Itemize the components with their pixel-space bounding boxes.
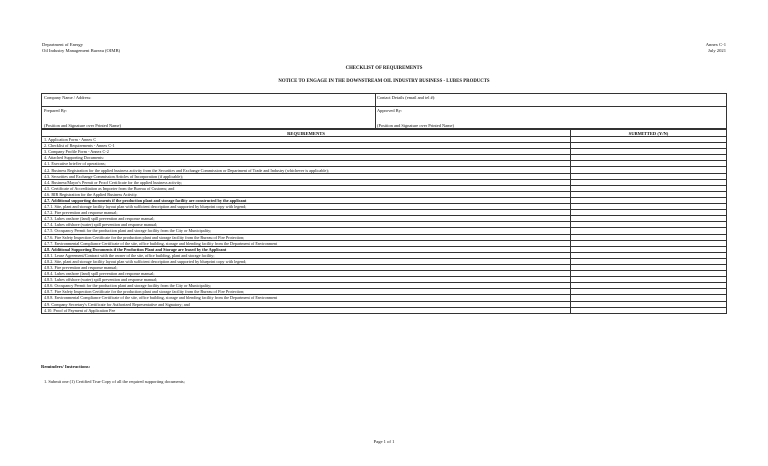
requirement-cell: 4.8.6. Occupancy Permit for the production plant and storage facility from the City or Municipality; [42, 283, 571, 289]
requirements-column-header: REQUIREMENTS [42, 130, 571, 137]
requirement-cell: 4.7.5. Occupancy Permit for the production plant and storage facility from the City or Municipality; [42, 228, 571, 234]
requirement-cell: 4.7. Additional supporting documents if the production plant and storage facility are constructed by the applicant [42, 197, 571, 203]
page-number: Page 1 of 1 [373, 439, 395, 444]
requirement-cell: 4.8. Additional Supporting Documents if the Production Plant and Storage are leased by the Applicant [42, 246, 571, 252]
requirement-cell: 4.5. Certificate of Accreditation as Importer from the Bureau of Customs; and [42, 185, 571, 191]
requirement-cell: 4.1. Executive brief/er of operations; [42, 161, 571, 167]
requirement-cell: 4.8.4. Lubes onshore (land) spill prevention and response manual; [42, 271, 571, 277]
requirement-cell: 4.8.3. Fire prevention and response manual; [42, 264, 571, 270]
requirement-cell: 4.6. BIR Registration for the Applied Business Activity. [42, 191, 571, 197]
requirement-cell: 4.7.3. Lubes onshore (land) spill prevention and response manual; [42, 216, 571, 222]
document-date: July 2021 [708, 48, 726, 53]
requirement-cell: 1. Application Form - Annex C [42, 137, 571, 143]
approved-label: Approved By: [377, 108, 402, 113]
requirement-cell: 4.3. Securities and Exchange Commission Articles of Incorporation (if applicable); [42, 173, 571, 179]
instruction-item: 1. Submit one (1) Certified True Copy of all the required supporting documents; [44, 379, 185, 384]
requirement-cell: 4.7.7. Environmental Compliance Certificate of the site, office building, storage and blending facility from the Department of Environment [42, 240, 571, 246]
prepared-position-label: (Position and Signature over Printed Name) [44, 123, 121, 128]
approved-by-field[interactable] [375, 107, 726, 128]
bureau-name: Oil Industry Management Bureau (OIMB) [42, 48, 121, 53]
requirements-header-row [42, 130, 727, 137]
document-header-left [42, 42, 120, 54]
document-title: CHECKLIST OF REQUIREMENTS [345, 66, 423, 71]
requirement-cell: 4.7.2. Fire prevention and response manual; [42, 210, 571, 216]
annex-label: Annex C-1 [705, 42, 726, 47]
requirement-cell: 4.7.4. Lubes offshore (water) spill prevention and response manual; [42, 222, 571, 228]
company-contact-box [41, 93, 727, 107]
signature-box [41, 107, 727, 129]
requirement-cell: 4.4. Business/Mayor's Permit or Proof Certificate for the applied business activity; [42, 179, 571, 185]
prepared-label: Prepared By: [44, 108, 68, 113]
submitted-column-header: SUBMITTED (Y/N) [571, 130, 727, 137]
requirement-cell: 4.7.6. Fire Safety Inspection Certificate for the production plant and storage facility from the Bureau of Fire Protection; [42, 234, 571, 240]
company-label: Company Name / Address: [44, 95, 92, 100]
reminders-title: Reminders/ Instructions: [41, 364, 91, 369]
requirement-cell: 4.8.2. Site, plant and storage facility layout plan with sufficient description and supported by blueprint copy with legend; [42, 258, 571, 264]
requirement-cell: 4.10. Proof of Payment of Application Fee [42, 307, 571, 313]
contact-field[interactable] [375, 94, 726, 106]
requirement-cell: 4.8.1. Lease Agreement/Contract with the owner of the site, office building, plant and storage facility; [42, 252, 571, 258]
approved-position-label: (Position and Signature over Printed Name) [377, 123, 454, 128]
company-field[interactable] [42, 94, 376, 106]
requirement-cell: 3. Company Profile Form - Annex C-2 [42, 149, 571, 155]
requirement-cell: 4.8.5. Lubes offshore (water) spill prevention and response manual; [42, 277, 571, 283]
table-row [42, 307, 727, 313]
requirement-cell: 4.8.8. Environmental Compliance Certificate of the site, office building, storage and blending facility from the Department of Environment [42, 295, 571, 301]
requirement-cell: 4.2. Business Registration for the applied business activity from the Securities and Exchange Commission or Department of Trade and Industry (whichever is applicable); [42, 167, 571, 173]
document-subtitle: NOTICE TO ENGAGE IN THE DOWNSTREAM OIL INDUSTRY BUSINESS - LUBES PRODUCTS [278, 79, 490, 84]
contact-label: Contact Details (email and tel #): [377, 95, 436, 100]
requirement-cell: 4.8.7. Fire Safety Inspection Certificate for the production plant and storage facility from the Bureau of Fire Protection; [42, 289, 571, 295]
requirement-cell: 2. Checklist of Requirements - Annex C-1 [42, 143, 571, 149]
prepared-by-field[interactable] [42, 107, 376, 128]
requirement-cell: 4. Attached Supporting Documents: [42, 155, 571, 161]
submitted-cell[interactable] [571, 307, 727, 313]
requirement-cell: 4.7.1. Site, plant and storage facility layout plan with sufficient description and supported by blueprint copy with legend; [42, 204, 571, 210]
requirements-body [42, 137, 727, 314]
document-header-right [706, 42, 726, 54]
requirement-cell: 4.9. Company Secretary's Certificate for Authorized Representative and Signatory; and [42, 301, 571, 307]
department-name: Department of Energy [42, 42, 83, 47]
requirements-table [41, 129, 727, 314]
